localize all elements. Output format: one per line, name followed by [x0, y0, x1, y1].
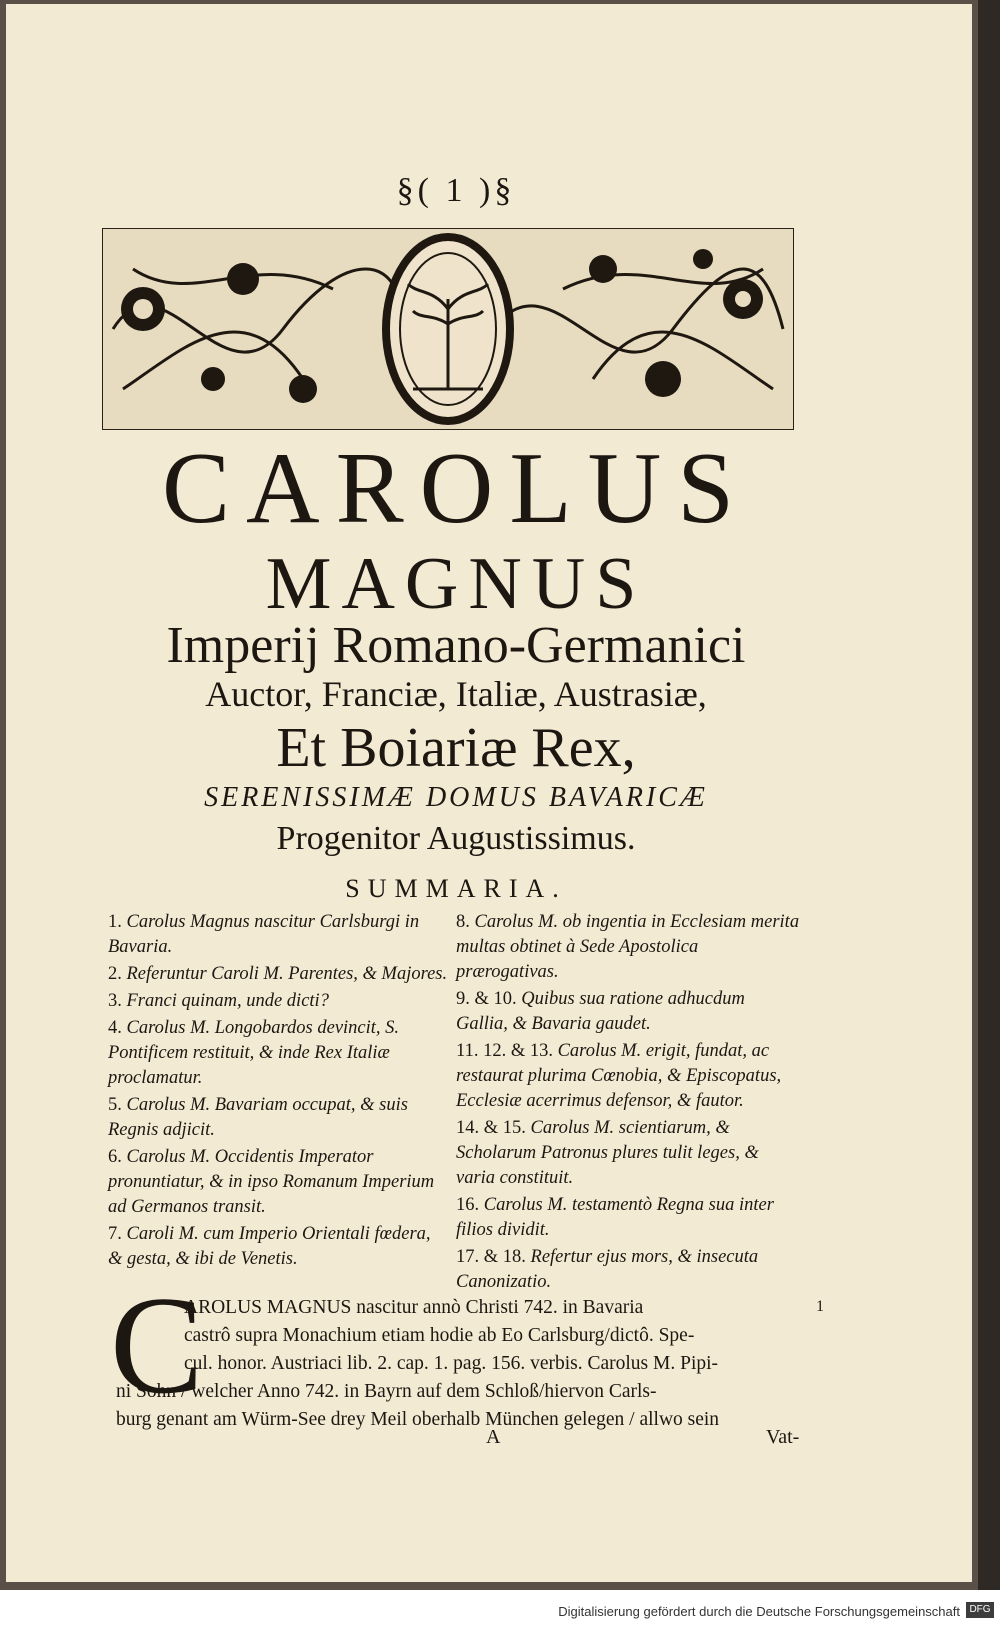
title-auctor: Auctor, Franciæ, Italiæ, Austrasiæ,: [205, 674, 707, 714]
book-cover-edge: [978, 0, 1000, 1590]
summary-item: 6. Carolus M. Occidentis Imperator pronuntiatur, & in ipso Romanum Imperium ad Germanos transit.: [108, 1147, 435, 1217]
title-carolus: CAROLUS: [161, 432, 751, 545]
summaria-left-column: [108, 910, 448, 1274]
woodcut-header-ornament: [102, 228, 794, 430]
signature-mark: A: [486, 1426, 501, 1448]
body-line: burg genant am Würm-See drey Meil oberhalb München gelegen / allwo sein: [116, 1409, 720, 1430]
title-progenitor: Progenitor Augustissimus.: [276, 820, 636, 857]
margin-note-number: 1: [816, 1298, 824, 1315]
summary-item: 16. Carolus M. testamentò Regna sua inter filios dividit.: [456, 1195, 774, 1240]
body-text-full: [116, 1378, 806, 1434]
body-line: ni Sohn / welcher Anno 742. in Bayrn auf dem Schloß/hiervon Carls-: [116, 1381, 657, 1402]
summary-item: 8. Carolus M. ob ingentia in Ecclesiam merita multas obtinet à Sede Apostolica prærogativas.: [456, 912, 800, 982]
summary-item: 3. Franci quinam, unde dicti?: [108, 991, 329, 1011]
title-imperij: Imperij Romano-Germanici: [166, 617, 746, 674]
body-line: cul. honor. Austriaci lib. 2. cap. 1. pag. 156. verbis. Carolus M. Pipi-: [184, 1353, 719, 1374]
body-text-indented: [184, 1294, 804, 1378]
summary-item: 14. & 15. Carolus M. scientiarum, & Scholarum Patronus plures tulit leges, & varia constituit.: [456, 1118, 759, 1188]
summary-item: 7. Caroli M. cum Imperio Orientali fœdera, & gesta, & ibi de Venetis.: [108, 1224, 431, 1269]
summary-item: 4. Carolus M. Longobardos devincit, S. Pontificem restituit, & inde Rex Italiæ proclamatur.: [108, 1018, 400, 1088]
footer-credit: Digitalisierung gefördert durch die Deutsche Forschungsgemeinschaft: [558, 1604, 960, 1619]
summary-item: 5. Carolus M. Bavariam occupat, & suis Regnis adjicit.: [108, 1095, 408, 1140]
summary-item: 11. 12. & 13. Carolus M. erigit, fundat, ac restaurat plurima Cœnobia, & Episcopatus, Ecclesiæ acerrimus defensor, & fautor.: [456, 1041, 782, 1111]
summary-item: 1. Carolus Magnus nascitur Carlsburgi in Bavaria.: [108, 912, 420, 957]
summaria-right-column: [456, 910, 801, 1297]
title-domus-bavaricae: SERENISSIMÆ DOMUS BAVARICÆ: [204, 782, 708, 813]
title-boiariae-rex: Et Boiariæ Rex,: [276, 717, 636, 779]
summary-item: 2. Referuntur Caroli M. Parentes, & Majores.: [108, 964, 448, 984]
body-line: castrô supra Monachium etiam hodie ab Eo Carlsburg/dictô. Spe-: [184, 1325, 695, 1346]
summary-item: 9. & 10. Quibus sua ratione adhucdum Gallia, & Bavaria gaudet.: [456, 989, 745, 1034]
catchword: Vat-: [766, 1426, 800, 1448]
summary-item: 17. & 18. Refertur ejus mors, & insecuta Canonizatio.: [456, 1247, 759, 1292]
drop-cap: C: [110, 1268, 204, 1423]
body-line: AROLUS MAGNUS nascitur annò Christi 742. in Bavaria: [184, 1297, 644, 1318]
dfg-logo: DFG: [966, 1602, 994, 1618]
book-page: [6, 4, 972, 1582]
title-magnus: MAGNUS: [265, 543, 647, 625]
page-number: §( 1 )§: [396, 172, 516, 209]
footer-bar: [0, 1590, 1000, 1639]
summaria-heading: SUMMARIA.: [345, 874, 567, 903]
